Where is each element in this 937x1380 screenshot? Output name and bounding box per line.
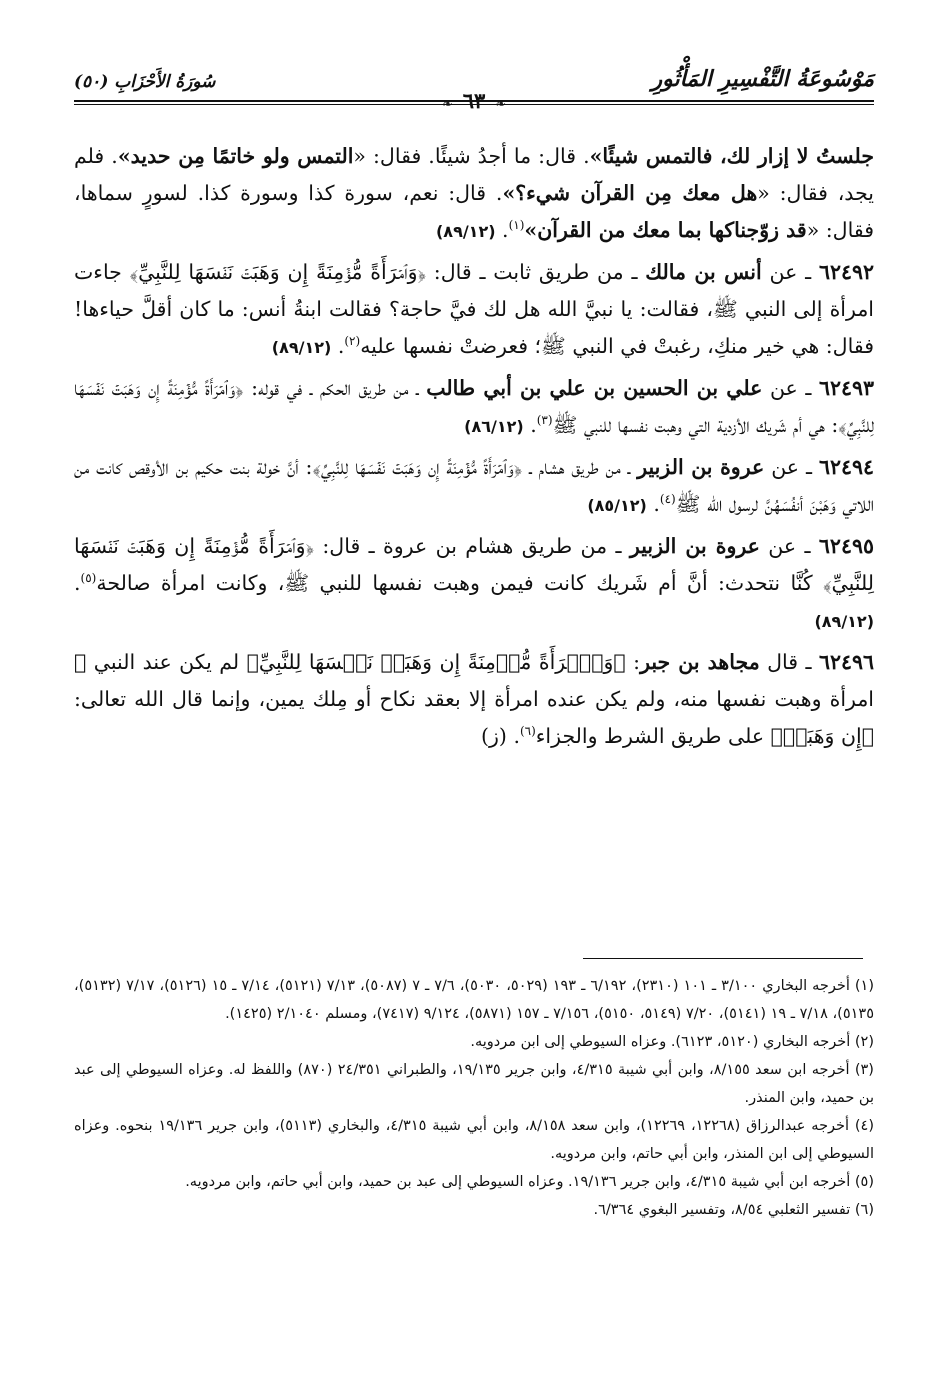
text: على طريق الشرط والجزاء	[535, 724, 771, 748]
text: . قال: ما أجدُ شيئًا. فقال: «	[353, 144, 590, 168]
narrator-name: عروة بن الزبير	[629, 534, 760, 558]
footnote-marker[interactable]: (٢)	[344, 334, 361, 349]
footnote-separator	[583, 958, 863, 959]
text: ـ من طريق ثابت ـ قال:	[426, 260, 646, 284]
entry-number: ٦٢٤٩٤	[818, 455, 874, 479]
volume-reference: (٨٩/١٢)	[271, 338, 332, 357]
text: ـ عن	[761, 260, 819, 284]
entry-number: ٦٢٤٩٦	[818, 650, 875, 674]
hadith-quote: جلستُ لا إزار لك، فالتمس شيئًا»	[589, 144, 875, 168]
quran-verse: ﴿وَٱمۡرَأَةً مُّؤۡمِنَةً إِن وَهَبَتۡ نَفۡسَهَا لِلنَّبِيِّ﴾	[312, 455, 523, 479]
footnote-3: (٣) أخرجه ابن سعد ٨/١٥٥، وابن أبي شيبة ٤/٣١٥، وابن جرير ١٩/١٣٥، والطبراني ٢٤/٣٥١ (٨٧٠) واللفظ له. وعزاه السيوطي إلى عبد بن حميد، وابن المنذر.	[74, 1062, 874, 1106]
volume-reference: (٨٩/١٢)	[814, 612, 874, 631]
page-header	[74, 60, 874, 113]
text: .	[523, 413, 537, 437]
hadith-quote: التمس ولو خاتمًا مِن حديد»	[117, 144, 354, 168]
footnote-marker[interactable]: (٥)	[80, 571, 97, 586]
header-rule-thin	[74, 104, 874, 105]
hadith-quote: هل معك مِن القرآن شيء؟»	[502, 181, 758, 205]
quran-verse: ﴿إِن وَهَبَتۡ﴾	[770, 724, 874, 748]
entry-62493	[74, 370, 874, 445]
footnote-4: (٤) أخرجه عبدالرزاق (١٢٢٦٨، ١٢٢٦٩)، وابن سعد ٨/١٥٨، وابن أبي شيبة ٤/٣١٥، والبخاري (٥١١٣)، وابن جرير ١٩/١٣٦ بنحوه. وعزاه السيوطي إلى ابن المنذر، وابن أبي حاتم، وابن مردويه.	[74, 1118, 874, 1162]
text: ـ من طريق هشام بن عروة ـ قال:	[314, 534, 630, 558]
volume-reference: (٨٥/١٢)	[587, 496, 647, 515]
text: ـ قال	[759, 650, 819, 674]
page-number: ٦٣	[462, 88, 486, 113]
narrator-name: مجاهد بن جبر	[640, 650, 760, 674]
text: ـ عن	[762, 376, 819, 400]
text: . (ز)	[481, 724, 520, 748]
text: ـ عن	[764, 455, 819, 479]
footnote-2: (٢) أخرجه البخاري (٥١٢٠، ٦١٢٣). وعزاه السيوطي إلى ابن مردويه.	[470, 1034, 874, 1050]
footnote-marker[interactable]: (٦)	[519, 724, 536, 739]
text: :	[625, 650, 641, 674]
text: جاءت امرأة إلى النبي ﷺ، فقالت: يا نبيَّ الله هل لك فيَّ حاجة؟ فقالت ابنةُ أنس: ما كان أقلَّ حياءها! فقال: هي خير منكِ، رغبتْ في النبي ﷺ؛ فعرضتْ نفسها عليه	[74, 260, 874, 358]
text: ـ من طريق الحكم ـ في قوله:	[243, 376, 427, 400]
entry-number: ٦٢٤٩٥	[818, 534, 874, 558]
paragraph-continuation	[74, 138, 874, 250]
surah-title: سُورَةُ الأَحْزَابِ (٥٠)	[74, 72, 216, 92]
text: . قال: نعم، سورة كذا وسورة كذا. لسورٍ سماها، فقال: «	[74, 181, 874, 242]
text: ـ عن	[759, 534, 819, 558]
entry-62496	[74, 644, 874, 755]
hadith-quote: قد زوّجناكها بما معك من القرآن»	[524, 218, 807, 242]
quran-verse: ﴿وَٱمۡرَأَةً مُّؤۡمِنَةً إِن وَهَبَتۡ نَفۡسَهَا لِلنَّبِيِّ﴾	[74, 376, 874, 437]
ornament-icon: ❧	[495, 96, 507, 112]
footnote-marker[interactable]: (٤)	[659, 492, 676, 507]
main-text	[74, 138, 874, 759]
text: . فلم يجد، فقال: «	[74, 144, 875, 205]
text: ـ من طريق هشام ـ	[522, 455, 638, 479]
entry-number: ٦٢٤٩٢	[818, 260, 874, 284]
entry-number: ٦٢٤٩٣	[818, 376, 875, 400]
quran-verse: ﴿وَٱمۡرَأَةً مُّؤۡمِنَةً إِن وَهَبَتۡ نَفۡسَهَا لِلنَّبِيِّ﴾	[74, 534, 874, 595]
text: .	[495, 218, 509, 242]
text: كُنَّا نتحدث: أنَّ أم شَريك كانت فيمن وهبت نفسها للنبي ﷺ، وكانت امرأة صالحة	[96, 571, 824, 595]
narrator-name: أنس بن مالك	[645, 260, 762, 284]
header-rule	[74, 100, 874, 102]
entry-62494	[74, 449, 874, 524]
entry-62492	[74, 254, 874, 366]
text: لم يكن عند النبي ﷺ امرأة وهبت نفسها منه، ولم يكن عنده امرأة إلا بعقد نكاح أو مِلك يمين، وإنما قال الله تعالى:	[74, 650, 874, 711]
quran-verse: ﴿وَٱمۡرَأَةً مُّؤۡمِنَةً إِن وَهَبَتۡ نَفۡسَهَا لِلنَّبِيِّ﴾	[246, 650, 626, 674]
footnote-5: (٥) أخرجه ابن أبي شيبة ٤/٣١٥، وابن جرير ١٩/١٣٦. وعزاه السيوطي إلى عبد بن حميد، وابن أبي حاتم، وابن مردويه.	[185, 1174, 874, 1190]
footnote-marker[interactable]: (٣)	[536, 413, 553, 428]
text: .	[74, 571, 81, 595]
entry-62495	[74, 528, 874, 640]
text: : أنَّ خولة بنت حكيم بن الأوقص كانت من اللاتي وَهَبْنَ أنفُسَهُنَّ لرسول الله ﷺ	[74, 455, 874, 516]
narrator-name: علي بن الحسين بن علي بن أبي طالب	[426, 376, 763, 400]
ornament-icon: ❧	[441, 96, 453, 112]
text: .	[331, 334, 345, 358]
footnote-marker[interactable]: (١)	[508, 218, 525, 233]
running-title: مَوْسُوعَةُ التَّفْسِيرِ المَأْثُورِ	[651, 66, 874, 92]
text: .	[646, 492, 660, 516]
footnote-6: (٦) تفسير الثعلبي ٨/٥٤، وتفسير البغوي ٦/٣٦٤.	[593, 1202, 874, 1218]
quran-verse: ﴿وَٱمۡرَأَةً مُّؤۡمِنَةً إِن وَهَبَتۡ نَفۡسَهَا لِلنَّبِيِّ﴾	[129, 260, 426, 284]
footnote-1: (١) أخرجه البخاري ٣/١٠٠ ـ ١٠١ (٢٣١٠)، ٦/١٩٢ ـ ١٩٣ (٥٠٢٩، ٥٠٣٠)، ٧/٦ ـ ٧ (٥٠٨٧)، ٧/١٣ (٥١٢١)، ٧/١٤ ـ ١٥ (٥١٢٦)، ٧/١٧ (٥١٣٢)، ٥١٣٥)، ٧/١٨ ـ ١٩ (٥١٤١)، ٧/٢٠ (٥١٤٩، ٥١٥٠)، ٧/١٥٦ ـ ١٥٧ (٥٨٧١)، ٩/١٢٤ (٧٤١٧)، ومسلم ٢/١٠٤٠ (١٤٢٥).	[74, 978, 875, 1022]
narrator-name: عروة بن الزبير	[637, 455, 765, 479]
volume-reference: (٨٦/١٢)	[464, 417, 524, 436]
footnotes	[74, 972, 874, 1224]
volume-reference: (٨٩/١٢)	[435, 222, 496, 241]
text: : هي أم شَريك الأزدية التي وهبت نفسها للنبي ﷺ	[552, 413, 839, 437]
